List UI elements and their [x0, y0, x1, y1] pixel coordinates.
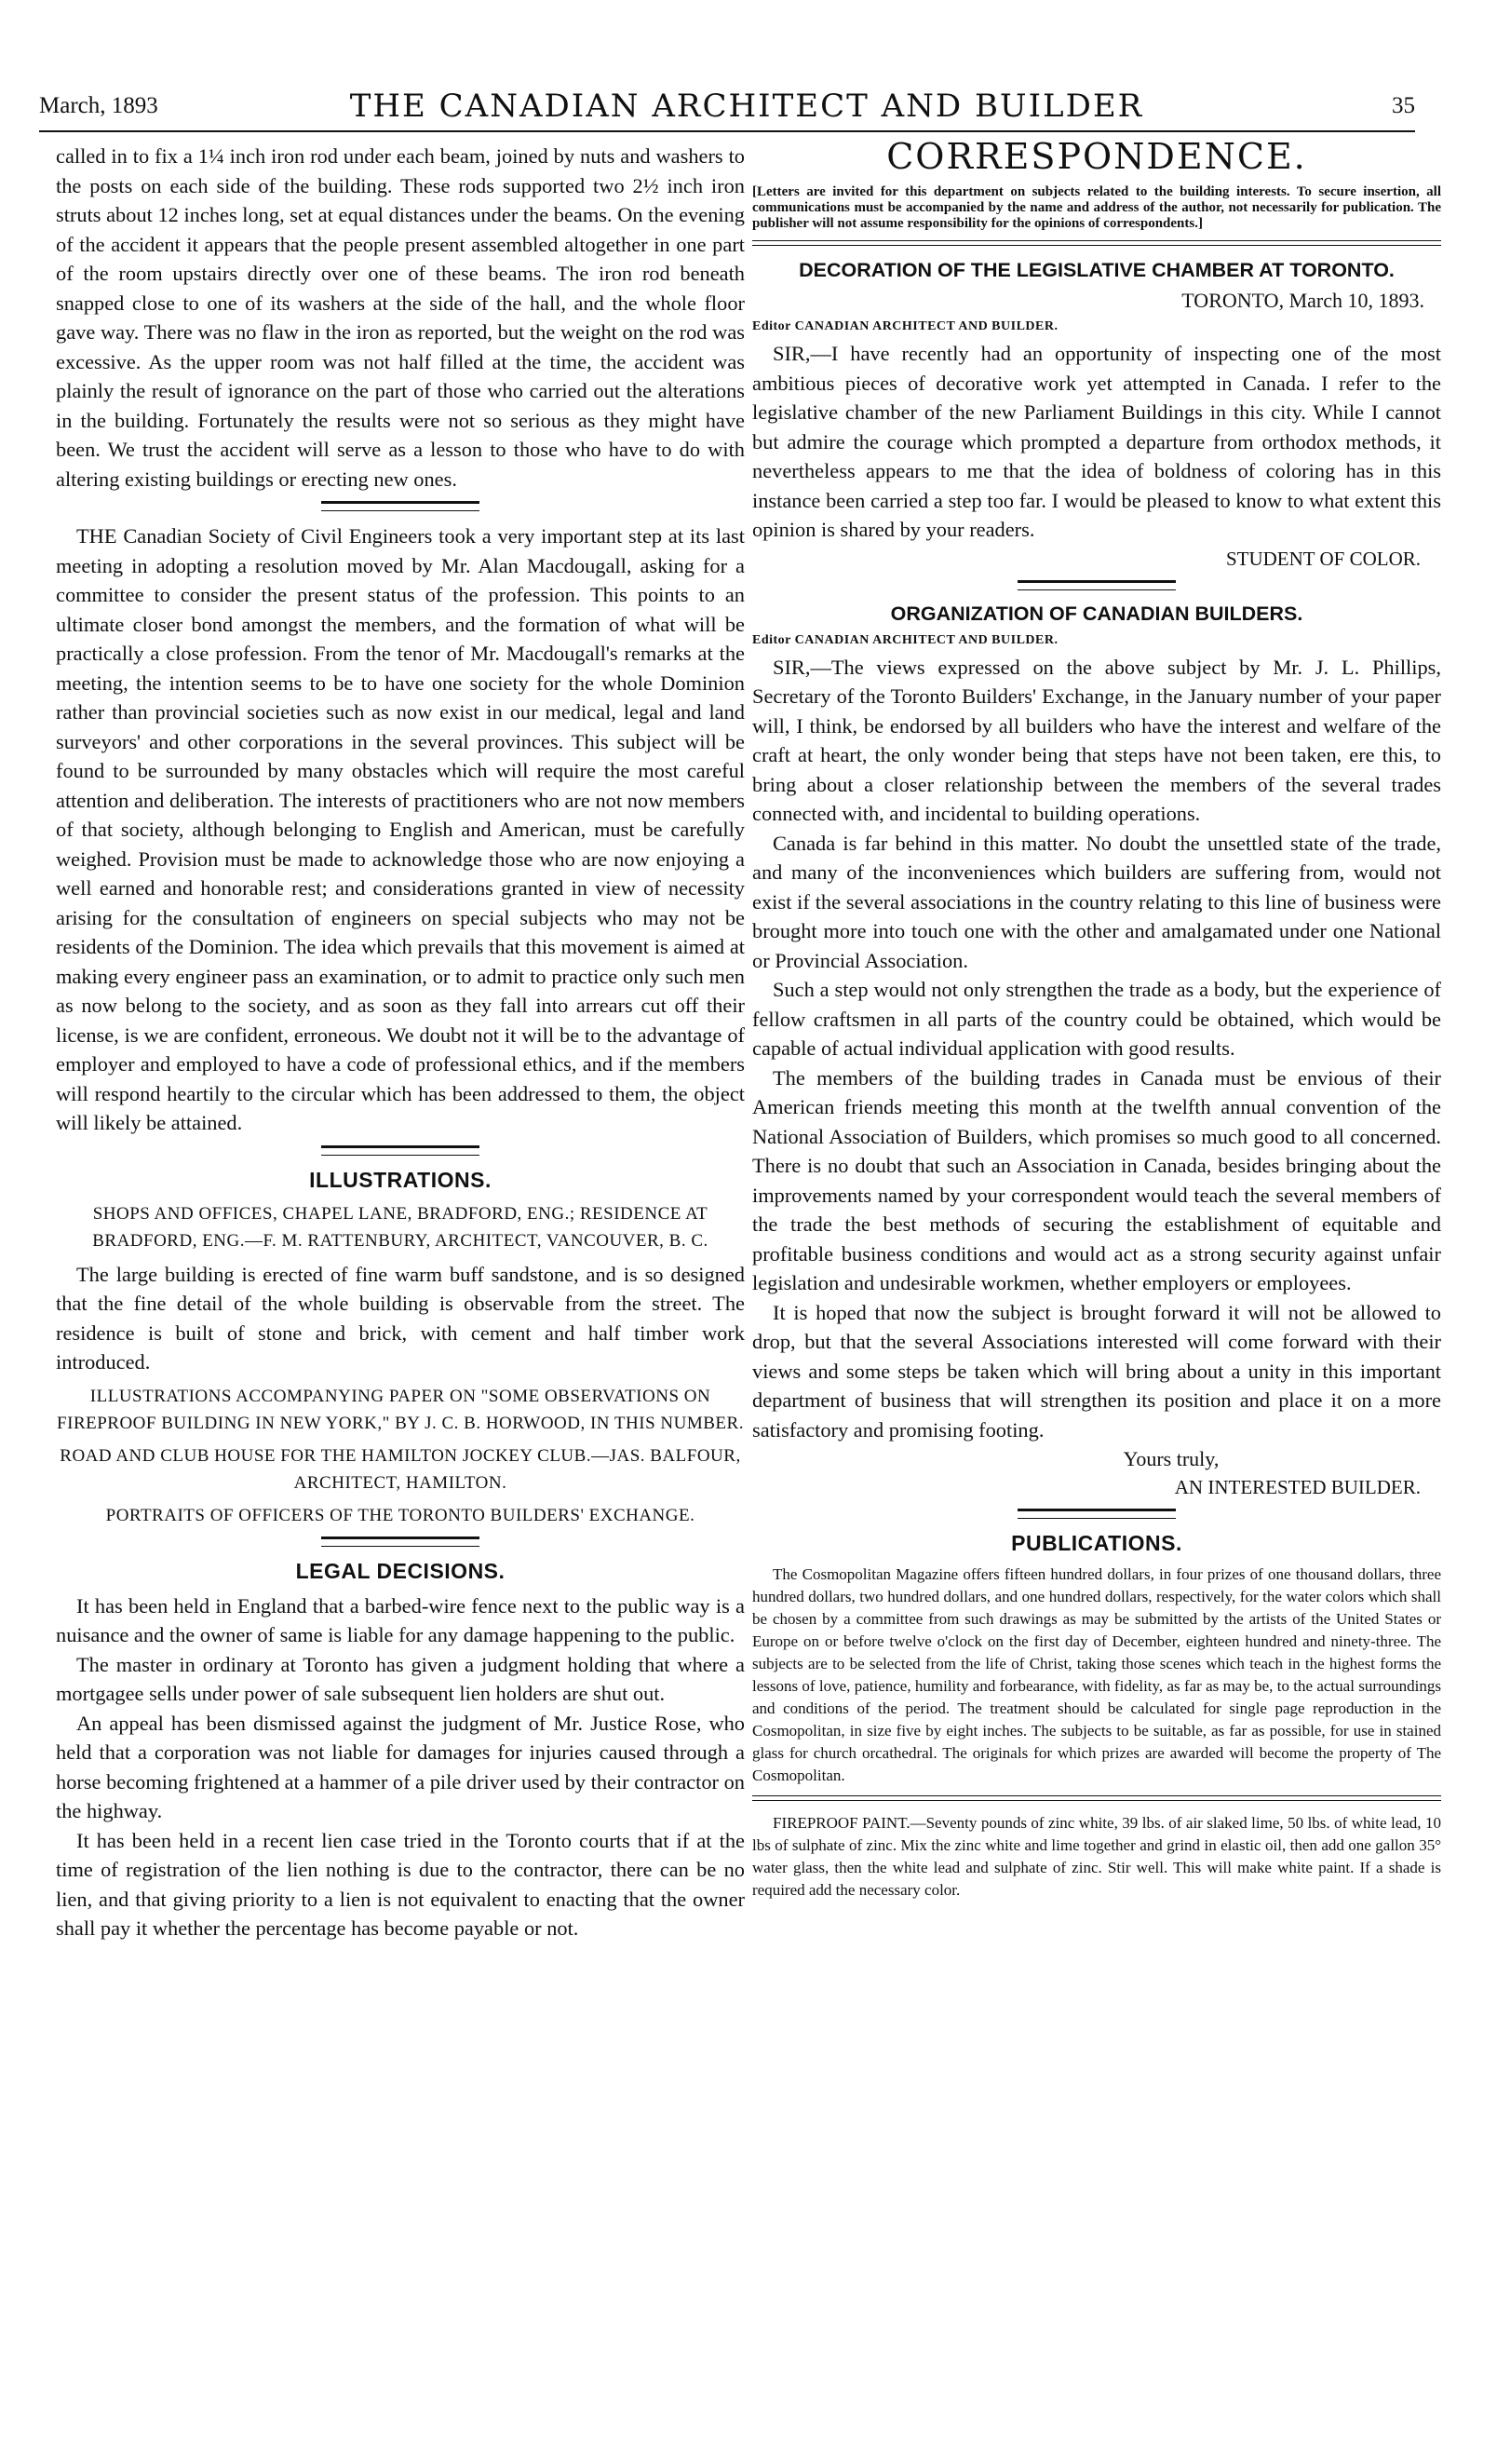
- right-column: [752, 142, 1441, 2442]
- correspondence-title: CORRESPONDENCE.: [886, 142, 1307, 177]
- separator-rule: [752, 240, 1441, 246]
- letter-heading: ORGANIZATION OF CANADIAN BUILDERS.: [890, 602, 1303, 625]
- separator-rule: [321, 501, 479, 511]
- illustration-caption: ILLUSTRATIONS ACCOMPANYING PAPER ON "SOME OBSERVATIONS ON FIREPROOF BUILDING IN NEW YORK," BY J. C. B. HORWOOD, IN THIS NUMBER.: [57, 1386, 744, 1433]
- engineers-society-paragraph: THE Canadian Society of Civil Engineers took a very important step at its last meeting in adopting a resolution moved by Mr. Alan Macdougall, asking for a committee to consider the present status of the profession. This points to an ultimate closer bond amongst the members, and the formation of what will be practically a close profession. From the tenor of Mr. Macdougall's remarks at the meeting, the intention seems to be to have one society for the whole Dominion rather than provincial societies such as now exist in our medical, legal and land surveyors' and other corporations in the several provinces. This subject will be found to be surrounded by many obstacles which will require the most careful attention and deliberation. The interests of practitioners who are not now members of that society, although belonging to English and American, must be carefully weighed. Provision must be made to acknowledge those who are now enjoying a well earned and honorable rest; and considerations granted in view of necessity arising for the consultation of engineers on special subjects who may not be residents of the Dominion. The idea which prevails that this movement is aimed at making every engineer pass an examination, or to admit to practice only such men as now belong to the society, and as soon as they fall into arrears cut off their license, is we are confident, erroneous. We doubt not it will be to the advantage of employer and employed to have a code of professional ethics, and if the members will respond heartily to the circular which has been addressed to them, the object will likely be attained.: [56, 524, 745, 1134]
- issue-date: March, 1893: [39, 93, 158, 118]
- separator-rule: [1018, 580, 1176, 590]
- masthead: [39, 89, 1415, 132]
- separator-rule: [1018, 1509, 1176, 1519]
- illustration-caption: SHOPS AND OFFICES, CHAPEL LANE, BRADFORD, ENG.; RESIDENCE AT BRADFORD, ENG.—F. M. RATTENBURY, ARCHITECT, VANCOUVER, B. C.: [92, 1203, 708, 1251]
- accident-paragraph: called in to fix a 1¼ inch iron rod under each beam, joined by nuts and washers to the posts on each side of the building. These rods supported two 2½ inch iron struts about 12 inches long, set at equal distances under the beams. On the evening of the accident it appears that the people present assembled altogether in one part of the room upstairs directly over one of these beams. The iron rod beneath snapped close to one of its washers at the side of the hall, and the whole floor gave way. There was no flaw in the iron as reported, but the weight on the rod was excessive. As the upper room was not half filled at the time, the accident was plainly the result of ignorance on the part of those who carried out the alterations in the building. Fortunately the results were not so serious as they might have been. We trust the accident will serve as a lesson to those who have to do with altering existing buildings or erecting new ones.: [56, 144, 745, 491]
- letter-body: The members of the building trades in Canada must be envious of their American friends meeting this month at the twelfth annual convention of the National Association of Builders, which promises so much good to all concerned. There is no doubt that such an Association in Canada, besides bringing about the improvements named by your correspondent would teach the several members of the trade the best methods of securing the establishment of equitable and profitable business conditions and would act as a strong security against unfair legislation and undesirable workmen, whether employers or employees.: [752, 1065, 1441, 1294]
- letter-signature: STUDENT OF COLOR.: [1225, 547, 1421, 570]
- page-number: 35: [1392, 93, 1415, 118]
- fireproof-paint-paragraph: [752, 1812, 1441, 1902]
- editor-address: Editor CANADIAN ARCHITECT AND BUILDER.: [752, 319, 1059, 333]
- separator-rule: [321, 1145, 479, 1156]
- legal-decision-item: The master in ordinary at Toronto has given a judgment holding that where a mortgagee sells under power of sale subsequent lien holders are shut out.: [56, 1652, 745, 1705]
- correspondence-notice: [Letters are invited for this department on subjects related to the building interests. To secure insertion, all communications must be accompanied by the name and address of the author, not necessarily for publication. The publisher will not assume responsibility for the opinions of correspondents.]: [752, 184, 1441, 231]
- fireproof-paint-label: FIREPROOF PAINT.: [773, 1814, 910, 1832]
- letter-heading: DECORATION OF THE LEGISLATIVE CHAMBER AT TORONTO.: [799, 259, 1395, 281]
- publication-title: THE CANADIAN ARCHITECT AND BUILDER: [349, 88, 1144, 125]
- illustration-caption: PORTRAITS OF OFFICERS OF THE TORONTO BUILDERS' EXCHANGE.: [105, 1505, 695, 1525]
- publications-block: [752, 1564, 1441, 1787]
- letter-closing: Yours truly,: [1123, 1447, 1220, 1470]
- letter-dateline: TORONTO, March 10, 1893.: [1181, 289, 1424, 312]
- editor-address: Editor CANADIAN ARCHITECT AND BUILDER.: [752, 632, 1059, 647]
- letter-body: Canada is far behind in this matter. No doubt the unsettled state of the trade, and many of the inconveniences which builders are suffering from, would not exist if the several associations in the country relating to this line of business were brought more into touch one with the other and amalgamated under one National or Provincial Association.: [752, 831, 1441, 972]
- separator-rule: [321, 1537, 479, 1547]
- publications-heading: PUBLICATIONS.: [1011, 1531, 1182, 1555]
- letter-body: SIR,—I have recently had an opportunity of inspecting one of the most ambitious pieces of decorative work yet attempted in Canada. I refer to the legislative chamber of the new Parliament Buildings in this city. While I cannot but admire the courage which prompted a departure from orthodox methods, it nevertheless appears to me that the idea of boldness of coloring has in this instance been carried a step too far. I would be pleased to know to what extent this opinion is shared by your readers.: [752, 342, 1441, 541]
- letter-body: It is hoped that now the subject is brought forward it will not be allowed to drop, but that the several Associations interested will come forward with their views and some steps be taken which will bring about a unity in this important department of business that will strengthen its position and place it on a more satisfactory and promising footing.: [752, 1300, 1441, 1442]
- publications-paragraph: The Cosmopolitan Magazine offers fifteen hundred dollars, in four prizes of one thousand dollars, three hundred dollars, two hundred dollars, and one hundred dollars, respectively, for the water colors which shall be chosen by a committee from such drawings as may be submitted by the artists of the United States or Europe on or before twelve o'clock on the first day of December, eighteen hundred and ninety-three. The subjects are to be selected from the life of Christ, taking those scenes which teach in the highest forms the lessons of love, patience, humility and forbearance, with fidelity, as far as may be, to the actual surroundings and conditions of the period. The treatment should be calculated for single page reproduction in the Cosmopolitan, in size five by eight inches. The subjects to be suitable, as far as possible, for use in stained glass for church orcathedral. The originals for which prizes are awarded will become the property of The Cosmopolitan.: [752, 1565, 1441, 1784]
- illustration-caption: ROAD AND CLUB HOUSE FOR THE HAMILTON JOCKEY CLUB.—JAS. BALFOUR, ARCHITECT, HAMILTON.: [60, 1445, 741, 1493]
- illustration-description: The large building is erected of fine warm buff sandstone, and is so designed that the fine detail of the whole building is observable from the street. The residence is built of stone and brick, with cement and half timber work introduced.: [56, 1262, 745, 1374]
- letter-body: Such a step would not only strengthen the trade as a body, but the experience of fellow craftsmen in all parts of the country could be obtained, which would be capable of actual individual application with good results.: [752, 978, 1441, 1060]
- legal-decision-item: An appeal has been dismissed against the judgment of Mr. Justice Rose, who held that a corporation was not liable for damages for injuries caused through a horse becoming frightened at a hammer of a pile driver used by their contractor on the highway.: [56, 1711, 745, 1822]
- legal-decision-item: It has been held in a recent lien case tried in the Toronto courts that if at the time of registration of the lien nothing is due to the contractor, there can be no lien, and that giving priority to a lien is not equivalent to enacting that the owner shall pay it whether the percentage has become payable or not.: [56, 1828, 745, 1940]
- illustrations-heading: ILLUSTRATIONS.: [309, 1167, 492, 1192]
- letter-signature: AN INTERESTED BUILDER.: [1174, 1476, 1421, 1498]
- fireproof-paint-block: [752, 1812, 1441, 1902]
- legal-decisions-heading: LEGAL DECISIONS.: [295, 1558, 506, 1583]
- letter-body: SIR,—The views expressed on the above subject by Mr. J. L. Phillips, Secretary of the Toronto Builders' Exchange, in the January number of your paper will, I think, be endorsed by all builders who have the interest and welfare of the craft at heart, the only wonder being that steps have not been taken, ere this, to bring about a closer relationship between the members of the several trades connected with, and incidental to building operations.: [752, 655, 1441, 825]
- separator-rule: [752, 1795, 1441, 1801]
- left-column: [56, 142, 745, 2442]
- fireproof-paint-text: —Seventy pounds of zinc white, 39 lbs. of air slaked lime, 50 lbs. of white lead, 10 lbs of sulphate of zinc. Mix the zinc white and lime together and grind in elastic oil, then add one gallon 35° water glass, then the white lead and sulphate of zinc. Stir well. This will make white paint. If a shade is required add the necessary color.: [752, 1814, 1441, 1899]
- legal-decision-item: It has been held in England that a barbed-wire fence next to the public way is a nuisance and the owner of same is liable for any damage happening to the public.: [56, 1593, 745, 1646]
